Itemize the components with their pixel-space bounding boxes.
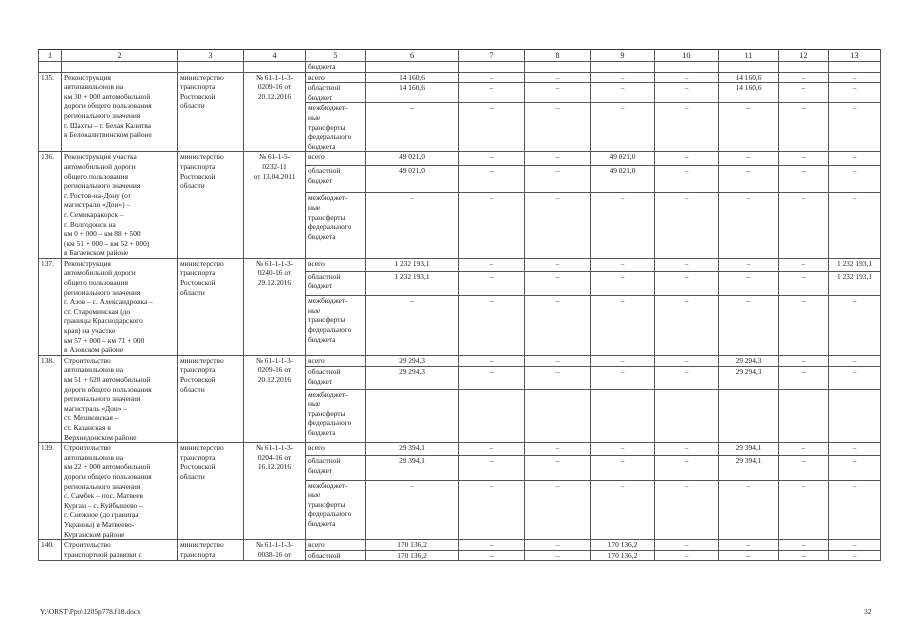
- amount-cell: [459, 389, 525, 443]
- amount-cell: –: [719, 296, 779, 356]
- amount-cell: –: [459, 83, 525, 103]
- project-description: Строительство автопавильонов на км 22 + 000 автомобильной дороги общего пользования регионального значения с. Самбек – пос. Матвеев Курган – с. Куйбышево – г. Снежное (до границы Украины) в Матвеево- Курганском районе: [62, 443, 178, 540]
- amount-cell: –: [779, 550, 829, 561]
- amount-cell: –: [591, 258, 655, 271]
- amount-cell: 1 232 193,1: [366, 258, 459, 271]
- empty-cell: [62, 62, 178, 73]
- amount-cell: –: [459, 367, 525, 389]
- project-description: Строительство транспортной развязки с: [62, 540, 178, 561]
- amount-cell: –: [829, 83, 881, 103]
- amount-cell: –: [829, 296, 881, 356]
- amount-cell: –: [779, 166, 829, 193]
- amount-cell: –: [459, 296, 525, 356]
- amount-cell: –: [655, 72, 719, 83]
- executor: министерство транспорта: [178, 540, 244, 561]
- amount-cell: –: [719, 480, 779, 540]
- amount-cell: –: [655, 166, 719, 193]
- amount-cell: 49 021,0: [366, 166, 459, 193]
- column-number: 6: [366, 50, 459, 62]
- document-reference: № 61-1-1-3- 0204-16 от 16.12.2016: [244, 443, 306, 540]
- amount-cell: –: [719, 166, 779, 193]
- empty-cell: [719, 62, 779, 73]
- project-description: Реконструкция автомобильной дороги общего пользования регионального значения г. Азов – с. Александровка – ст. Староминская (до границы Краснодарского края) на участке км 57 + 000 – км 71 + 000 в Азовском районе: [62, 258, 178, 355]
- amount-cell: –: [525, 550, 591, 561]
- row-number: 138.: [39, 355, 62, 442]
- amount-cell: –: [525, 271, 591, 296]
- amount-cell: –: [459, 550, 525, 561]
- footer-page-number: 32: [864, 607, 872, 616]
- project-description: Реконструкция участка автомобильной дороги общего пользования регионального значения г. Ростов-на-Дону (от магистрали «Дон») – г. Семикаракорск – г. Волгодонск на км 0 + 000 – км 88 + 500 (км 51 + 000 – км 52 + 000) в Багаевском районе: [62, 152, 178, 259]
- amount-cell: –: [779, 367, 829, 389]
- amount-cell: 1 232 193,1: [829, 271, 881, 296]
- funding-source: областной бюджет: [306, 367, 366, 389]
- amount-cell: –: [591, 355, 655, 367]
- empty-cell: [244, 62, 306, 73]
- amount-cell: –: [591, 193, 655, 258]
- amount-cell: –: [459, 271, 525, 296]
- empty-cell: [591, 62, 655, 73]
- amount-cell: –: [829, 166, 881, 193]
- amount-cell: 1 232 193,1: [366, 271, 459, 296]
- amount-cell: –: [525, 456, 591, 481]
- amount-cell: –: [655, 550, 719, 561]
- amount-cell: 170 136,2: [366, 540, 459, 551]
- amount-cell: –: [829, 550, 881, 561]
- funding-source: межбюджет- ные трансферты федерального бюджета: [306, 193, 366, 258]
- column-number: 7: [459, 50, 525, 62]
- amount-cell: –: [525, 443, 591, 456]
- amount-cell: –: [525, 367, 591, 389]
- project-description: Строительство автопавильонов на км 51 + 620 автомобильной дороги общего пользования регионального значения магистраль «Дон» – ст. Мешковская – ст. Казанская в Верхнедонском районе: [62, 355, 178, 442]
- column-number: 3: [178, 50, 244, 62]
- funding-source: межбюджет- ные трансферты федерального бюджета: [306, 296, 366, 356]
- amount-cell: –: [655, 271, 719, 296]
- amount-cell: –: [719, 152, 779, 166]
- amount-cell: –: [366, 296, 459, 356]
- amount-cell: –: [591, 443, 655, 456]
- amount-cell: –: [591, 271, 655, 296]
- executor: министерство транспорта Ростовской области: [178, 258, 244, 355]
- amount-cell: –: [719, 271, 779, 296]
- amount-cell: –: [655, 83, 719, 103]
- amount-cell: 170 136,2: [591, 540, 655, 551]
- amount-cell: –: [591, 72, 655, 83]
- document-reference: № 61-1-5- 0232-11 от 13.04.2011: [244, 152, 306, 259]
- amount-cell: –: [655, 103, 719, 152]
- row-number: 139.: [39, 443, 62, 540]
- empty-cell: [829, 62, 881, 73]
- amount-cell: [525, 389, 591, 443]
- document-reference: № 61-1-1-3- 0240-16 от 29.12.2016: [244, 258, 306, 355]
- amount-cell: –: [366, 193, 459, 258]
- amount-cell: –: [366, 480, 459, 540]
- amount-cell: –: [459, 355, 525, 367]
- funding-source: областной бюджет: [306, 166, 366, 193]
- amount-cell: –: [779, 152, 829, 166]
- amount-cell: –: [829, 443, 881, 456]
- amount-cell: –: [591, 296, 655, 356]
- amount-cell: [719, 389, 779, 443]
- amount-cell: 49 021,0: [366, 152, 459, 166]
- amount-cell: –: [779, 83, 829, 103]
- amount-cell: 14 160,6: [719, 72, 779, 83]
- amount-cell: 170 136,2: [366, 550, 459, 561]
- funding-source: всего: [306, 258, 366, 271]
- amount-cell: –: [829, 456, 881, 481]
- amount-cell: –: [525, 193, 591, 258]
- amount-cell: [829, 389, 881, 443]
- funding-source: всего: [306, 355, 366, 367]
- amount-cell: –: [525, 72, 591, 83]
- amount-cell: –: [655, 443, 719, 456]
- amount-cell: –: [829, 367, 881, 389]
- amount-cell: –: [655, 480, 719, 540]
- column-number: 9: [591, 50, 655, 62]
- amount-cell: 49 021,0: [591, 166, 655, 193]
- amount-cell: –: [719, 550, 779, 561]
- executor: министерство транспорта Ростовской области: [178, 443, 244, 540]
- amount-cell: –: [459, 166, 525, 193]
- amount-cell: –: [655, 296, 719, 356]
- amount-cell: –: [459, 480, 525, 540]
- amount-cell: –: [829, 152, 881, 166]
- empty-cell: [459, 62, 525, 73]
- column-number: 1: [39, 50, 62, 62]
- amount-cell: –: [525, 152, 591, 166]
- amount-cell: –: [779, 443, 829, 456]
- amount-cell: 29 394,1: [366, 443, 459, 456]
- amount-cell: 1 232 193,1: [829, 258, 881, 271]
- amount-cell: –: [591, 480, 655, 540]
- amount-cell: –: [719, 193, 779, 258]
- column-number-row: [39, 50, 881, 62]
- amount-cell: –: [591, 367, 655, 389]
- amount-cell: –: [719, 258, 779, 271]
- amount-cell: 14 160,6: [366, 72, 459, 83]
- project-description: Реконструкция автопавильонов на км 30 + 000 автомобильной дороги общего пользования регионального значения г. Шахты – г. Белая Калитва в Белокалитвинском районе: [62, 72, 178, 152]
- amount-cell: –: [459, 443, 525, 456]
- amount-cell: 29 294,3: [366, 367, 459, 389]
- amount-cell: –: [779, 271, 829, 296]
- footer-file-path: Y:\ORST\Ppo\1205p778.f18.docx: [40, 607, 141, 616]
- amount-cell: –: [779, 296, 829, 356]
- amount-cell: 29 294,3: [719, 355, 779, 367]
- column-number: 13: [829, 50, 881, 62]
- amount-cell: –: [779, 258, 829, 271]
- row-number: 140.: [39, 540, 62, 561]
- amount-cell: –: [779, 456, 829, 481]
- amount-cell: –: [525, 166, 591, 193]
- funding-source: всего: [306, 72, 366, 83]
- executor: министерство транспорта Ростовской области: [178, 152, 244, 259]
- amount-cell: –: [459, 72, 525, 83]
- empty-cell: [779, 62, 829, 73]
- amount-cell: –: [719, 103, 779, 152]
- amount-cell: –: [525, 540, 591, 551]
- amount-cell: 14 160,6: [366, 83, 459, 103]
- column-number: 2: [62, 50, 178, 62]
- amount-cell: –: [829, 540, 881, 551]
- amount-cell: –: [655, 367, 719, 389]
- amount-cell: –: [591, 456, 655, 481]
- amount-cell: –: [655, 152, 719, 166]
- amount-cell: –: [459, 456, 525, 481]
- column-number: 11: [719, 50, 779, 62]
- table-row: [39, 443, 881, 456]
- row-number: 137.: [39, 258, 62, 355]
- amount-cell: –: [655, 355, 719, 367]
- amount-cell: [591, 389, 655, 443]
- amount-cell: 170 136,2: [591, 550, 655, 561]
- funding-source: межбюджет- ные трансферты федерального бюджета: [306, 103, 366, 152]
- funding-source: всего: [306, 152, 366, 166]
- amount-cell: [366, 389, 459, 443]
- table-row: [39, 152, 881, 166]
- carry-over-label: бюджета: [306, 62, 366, 73]
- amount-cell: 29 294,3: [719, 367, 779, 389]
- empty-cell: [178, 62, 244, 73]
- column-number: 5: [306, 50, 366, 62]
- amount-cell: –: [591, 103, 655, 152]
- amount-cell: –: [779, 355, 829, 367]
- amount-cell: –: [829, 193, 881, 258]
- amount-cell: –: [459, 540, 525, 551]
- funding-source: всего: [306, 443, 366, 456]
- document-reference: № 61-1-1-3- 0209-16 от 20.12.2016: [244, 355, 306, 442]
- amount-cell: –: [366, 103, 459, 152]
- amount-cell: [779, 389, 829, 443]
- amount-cell: 29 394,1: [366, 456, 459, 481]
- amount-cell: –: [459, 193, 525, 258]
- column-number: 8: [525, 50, 591, 62]
- amount-cell: 49 021,0: [591, 152, 655, 166]
- funding-source: межбюджет- ные трансферты федерального бюджета: [306, 389, 366, 443]
- funding-source: областной: [306, 550, 366, 561]
- row-number: 136.: [39, 152, 62, 259]
- empty-cell: [39, 62, 62, 73]
- amount-cell: –: [525, 296, 591, 356]
- amount-cell: –: [655, 193, 719, 258]
- amount-cell: –: [779, 72, 829, 83]
- amount-cell: –: [459, 103, 525, 152]
- funding-source: областной бюджет: [306, 271, 366, 296]
- empty-cell: [655, 62, 719, 73]
- funding-source: областной бюджет: [306, 456, 366, 481]
- funding-source: всего: [306, 540, 366, 551]
- column-number: 10: [655, 50, 719, 62]
- amount-cell: –: [655, 540, 719, 551]
- amount-cell: –: [829, 355, 881, 367]
- amount-cell: –: [719, 540, 779, 551]
- amount-cell: 29 394,1: [719, 443, 779, 456]
- amount-cell: –: [525, 258, 591, 271]
- amount-cell: –: [459, 258, 525, 271]
- amount-cell: –: [829, 72, 881, 83]
- amount-cell: 29 394,1: [719, 456, 779, 481]
- amount-cell: –: [829, 480, 881, 540]
- amount-cell: 14 160,6: [719, 83, 779, 103]
- column-number: 12: [779, 50, 829, 62]
- funding-source: межбюджет- ные трансферты федерального бюджета: [306, 480, 366, 540]
- document-reference: № 61-1-1-3- 0038-16 от: [244, 540, 306, 561]
- table-row: [39, 72, 881, 83]
- budget-table: [38, 49, 881, 561]
- document-page: [38, 49, 873, 561]
- amount-cell: –: [525, 480, 591, 540]
- empty-cell: [525, 62, 591, 73]
- row-number: 135.: [39, 72, 62, 152]
- amount-cell: –: [525, 83, 591, 103]
- amount-cell: –: [779, 103, 829, 152]
- table-row: [39, 258, 881, 271]
- amount-cell: –: [459, 152, 525, 166]
- amount-cell: –: [591, 83, 655, 103]
- empty-cell: [366, 62, 459, 73]
- amount-cell: –: [655, 456, 719, 481]
- amount-cell: –: [829, 103, 881, 152]
- amount-cell: –: [525, 355, 591, 367]
- amount-cell: –: [779, 480, 829, 540]
- column-number: 4: [244, 50, 306, 62]
- document-reference: № 61-1-1-3- 0209-16 от 20.12.2016: [244, 72, 306, 152]
- amount-cell: –: [779, 193, 829, 258]
- funding-source: областной бюджет: [306, 83, 366, 103]
- table-row: [39, 540, 881, 551]
- amount-cell: –: [779, 540, 829, 551]
- executor: министерство транспорта Ростовской области: [178, 72, 244, 152]
- amount-cell: 29 294,3: [366, 355, 459, 367]
- executor: министерство транспорта Ростовской области: [178, 355, 244, 442]
- amount-cell: [655, 389, 719, 443]
- table-row: [39, 355, 881, 367]
- amount-cell: –: [525, 103, 591, 152]
- carry-over-row: [39, 62, 881, 73]
- amount-cell: –: [655, 258, 719, 271]
